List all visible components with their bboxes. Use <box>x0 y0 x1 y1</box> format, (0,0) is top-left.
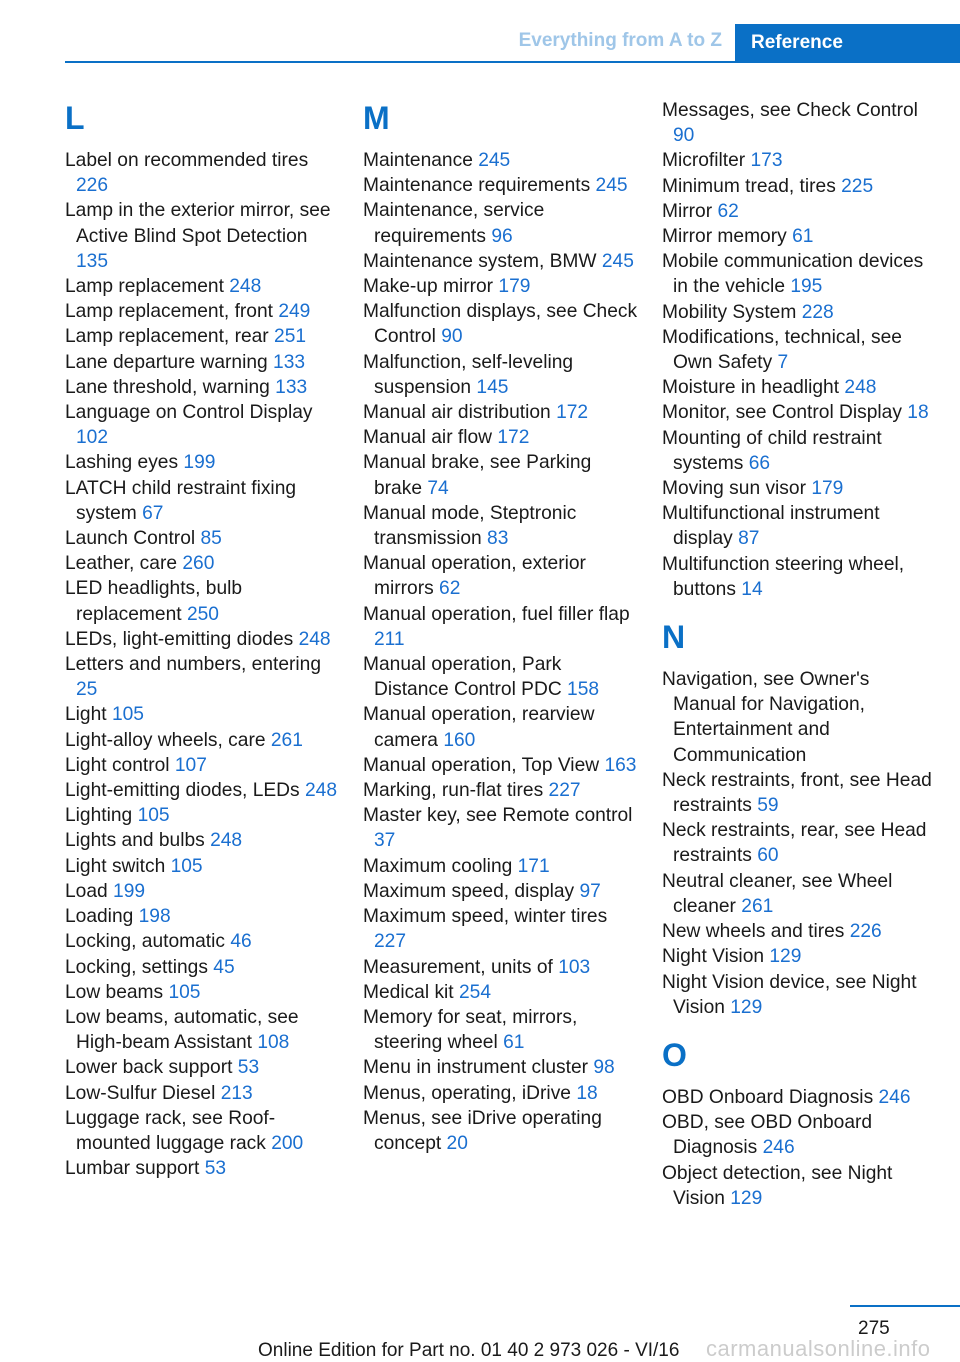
index-entry-text: Maximum speed, display <box>363 880 575 902</box>
index-entry <box>65 1106 340 1156</box>
index-entry-text: Master key, see Remote control <box>363 805 633 827</box>
index-entry <box>65 1055 340 1080</box>
index-entry-text: Loading <box>65 906 134 928</box>
index-page-link[interactable]: 14 <box>741 578 763 600</box>
index-page-link[interactable]: 248 <box>229 276 262 298</box>
index-page-link[interactable]: 172 <box>497 427 530 449</box>
index-page-link[interactable]: 97 <box>579 880 601 902</box>
index-page-link[interactable]: 163 <box>604 754 637 776</box>
index-page-link[interactable]: 53 <box>237 1057 260 1079</box>
index-entry-text: Minimum tread, tires <box>662 175 836 197</box>
index-entry-text: Lamp in the exterior mirror, see Active Blind Spot Detection <box>65 200 331 247</box>
index-entry-text: Lower back support <box>65 1057 233 1079</box>
index-page-link[interactable]: 248 <box>844 377 877 399</box>
index-page-link[interactable]: 67 <box>142 502 164 524</box>
index-page-link[interactable]: 226 <box>76 175 109 197</box>
index-page-link[interactable]: 260 <box>182 553 215 575</box>
index-page-link[interactable]: 62 <box>439 578 461 600</box>
index-entry <box>363 274 638 299</box>
index-entry <box>363 501 638 551</box>
index-entry <box>65 854 340 879</box>
index-entry-text: Label on recommended tires <box>65 150 309 171</box>
index-entry-text: Lighting <box>65 805 133 827</box>
index-entry-text: Letters and numbers, entering <box>65 654 321 676</box>
index-page-link[interactable]: 248 <box>304 780 337 802</box>
header-section-title: Everything from A to Z <box>518 30 722 51</box>
index-entry-text: Mirror <box>662 200 713 222</box>
edition-note: Online Edition for Part no. 01 40 2 973 026 - VI/16 <box>258 1340 680 1361</box>
index-entry <box>65 400 340 450</box>
index-page-link[interactable]: 90 <box>441 326 463 348</box>
index-entry <box>65 324 340 349</box>
index-entry <box>65 955 340 980</box>
index-entry-text: Light-emitting diodes, LEDs <box>65 780 300 802</box>
index-page-link[interactable]: 107 <box>174 754 207 776</box>
index-page-link[interactable]: 105 <box>170 855 203 877</box>
index-entry-text: Multifunctional instrument display <box>662 503 880 550</box>
index-entry-text: Lamp replacement <box>65 276 224 298</box>
index-entry-text: Manual operation, rearview camera <box>363 704 595 751</box>
index-page-link[interactable]: 213 <box>220 1082 253 1104</box>
index-page-link[interactable]: 105 <box>137 805 170 827</box>
index-entry-text: Manual mode, Steptronic transmission <box>363 502 577 550</box>
index-entry-text: Maximum speed, winter tires <box>363 906 608 928</box>
index-entry <box>662 1085 937 1110</box>
index-entry-text: Memory for seat, mirrors, steering wheel <box>363 1006 578 1054</box>
index-page-link[interactable]: 25 <box>76 679 98 701</box>
index-entry <box>65 526 340 551</box>
index-entry <box>363 879 638 904</box>
page-number: 275 <box>858 1318 890 1339</box>
index-entry <box>363 249 638 274</box>
page-header <box>0 0 960 62</box>
index-page-link[interactable]: 66 <box>748 452 771 474</box>
index-entry <box>363 803 638 853</box>
header-reference-tab[interactable]: Reference <box>735 24 960 62</box>
index-entry-text: Lights and bulbs <box>65 830 205 852</box>
index-entry-text: Maintenance, service requirements <box>363 200 545 247</box>
index-entry <box>662 1161 937 1211</box>
index-page-link[interactable]: 103 <box>558 956 591 978</box>
index-entry-text: Mobile communication devices in the vehicle <box>662 251 924 298</box>
index-page-link[interactable]: 129 <box>769 946 802 968</box>
index-entry <box>65 1005 340 1055</box>
index-entry <box>65 350 340 375</box>
index-column-1 <box>65 98 340 1181</box>
index-letter-heading: N <box>662 619 686 656</box>
index-entry-text: Luggage rack, see Roof-mounted luggage rack <box>65 1107 276 1154</box>
index-entry-text: Lamp replacement, front <box>65 301 273 323</box>
index-entry <box>363 400 638 425</box>
index-page-link[interactable]: 248 <box>298 628 331 650</box>
index-entry <box>662 768 937 818</box>
index-entry-text: Low beams, automatic, see High-beam Assistant <box>65 1006 299 1054</box>
index-entry <box>662 249 937 299</box>
index-entry-text: Light control <box>65 754 170 776</box>
index-page-link[interactable]: 160 <box>443 729 476 751</box>
index-page-link[interactable]: 87 <box>738 528 760 550</box>
index-entry-text: Low-Sulfur Diesel <box>65 1082 216 1104</box>
index-page-link[interactable]: 246 <box>762 1137 795 1159</box>
index-entry <box>662 148 937 173</box>
index-entry <box>363 702 638 752</box>
index-entry-text: New wheels and tires <box>662 921 845 943</box>
index-entry <box>65 576 340 626</box>
index-entry <box>363 450 638 500</box>
index-column-3 <box>662 98 937 1211</box>
index-entry <box>662 224 937 249</box>
index-entry-text: Low beams <box>65 981 164 1003</box>
index-page-link[interactable]: 245 <box>478 150 511 171</box>
index-page-link[interactable]: 105 <box>168 981 201 1003</box>
index-entry <box>65 299 340 324</box>
index-entry-text: Locking, settings <box>65 956 208 978</box>
index-entry <box>662 375 937 400</box>
index-entry <box>65 828 340 853</box>
index-page-link[interactable]: 226 <box>849 921 882 943</box>
index-entry-text: Load <box>65 880 108 902</box>
index-entry <box>65 274 340 299</box>
index-entry-text: Lane departure warning <box>65 351 268 373</box>
index-entry-text: Make-up mirror <box>363 276 494 298</box>
index-page-link[interactable]: 105 <box>111 704 144 726</box>
index-entry-text: Malfunction displays, see Check Control <box>363 301 638 348</box>
index-entry <box>65 879 340 904</box>
index-entry <box>65 1156 340 1181</box>
index-entry <box>65 627 340 652</box>
index-page-link[interactable]: 60 <box>757 845 779 867</box>
index-page-link[interactable]: 96 <box>491 225 513 247</box>
index-entry-text: LED headlights, bulb replacement <box>65 578 243 625</box>
index-entry-text: Manual air distribution <box>363 402 551 424</box>
index-entry-text: Light-alloy wheels, care <box>65 729 266 751</box>
index-page-link[interactable]: 83 <box>487 528 509 550</box>
index-entry-text: Mounting of child restraint systems <box>662 427 882 474</box>
index-entry <box>363 602 638 652</box>
index-letter-heading: L <box>65 100 85 136</box>
index-entry-text: Mirror memory <box>662 226 787 248</box>
watermark: carmanualsonline.info <box>706 1336 931 1361</box>
index-entry <box>363 980 638 1005</box>
index-entry <box>662 818 937 868</box>
index-page-link[interactable]: 198 <box>138 906 171 928</box>
index-page-link[interactable]: 129 <box>730 996 763 1018</box>
index-page-link[interactable]: 200 <box>271 1132 304 1154</box>
index-entry <box>363 350 638 400</box>
index-entry <box>662 501 937 551</box>
index-entry-text: Light <box>65 704 107 726</box>
index-entry-text: Night Vision <box>662 946 765 968</box>
index-entry <box>65 652 340 702</box>
index-entry <box>65 904 340 929</box>
index-page-link[interactable]: 61 <box>792 226 814 248</box>
index-entry <box>363 198 638 248</box>
index-entry <box>65 551 340 576</box>
index-entry-text: Neck restraints, rear, see Head restraints <box>662 820 927 867</box>
index-entry <box>363 904 638 954</box>
index-entry <box>662 98 937 148</box>
index-entry-text: Maintenance requirements <box>363 175 591 197</box>
index-entry <box>662 1110 937 1160</box>
index-entry <box>662 944 937 969</box>
index-page-link[interactable]: 62 <box>717 200 739 222</box>
index-page-link[interactable]: 249 <box>278 301 311 323</box>
index-page-link[interactable]: 7 <box>777 352 789 374</box>
index-page-link[interactable]: 225 <box>841 175 874 197</box>
index-page-link[interactable]: 98 <box>593 1057 615 1079</box>
index-entry-text: Manual operation, fuel filler flap <box>363 603 630 625</box>
index-page-link[interactable]: 85 <box>200 528 222 550</box>
index-entry <box>65 198 340 274</box>
index-page-link[interactable]: 261 <box>270 729 303 751</box>
index-page-link[interactable]: 246 <box>878 1086 911 1108</box>
index-entry <box>662 970 937 1020</box>
index-page-link[interactable]: 135 <box>76 250 109 272</box>
index-entry <box>363 1055 638 1080</box>
index-entry-text: Leather, care <box>65 553 178 575</box>
index-entry-text: Microfilter <box>662 150 746 172</box>
index-page-link[interactable]: 261 <box>741 895 774 917</box>
index-entry <box>662 667 937 768</box>
index-entry <box>662 476 937 501</box>
index-entry-text: Manual air flow <box>363 427 493 449</box>
index-entry <box>363 173 638 198</box>
index-entry <box>363 753 638 778</box>
index-entry <box>363 854 638 879</box>
index-entry <box>363 652 638 702</box>
index-page-link[interactable]: 179 <box>811 478 844 500</box>
index-entry-text: Messages, see Check Control <box>662 100 918 121</box>
index-entry-text: Measurement, units of <box>363 956 553 978</box>
index-entry <box>662 919 937 944</box>
index-entry-text: Maximum cooling <box>363 855 513 877</box>
index-entry <box>65 148 340 198</box>
index-entry <box>65 753 340 778</box>
index-page-link[interactable]: 250 <box>186 603 219 625</box>
index-entry-text: LATCH child restraint fixing system <box>65 477 297 524</box>
index-entry <box>363 299 638 349</box>
index-entry-text: OBD Onboard Diagnosis <box>662 1086 874 1108</box>
index-entry <box>65 778 340 803</box>
index-entry-text: Menus, see iDrive operating concept <box>363 1107 602 1154</box>
index-entry <box>363 1081 638 1106</box>
index-page-link[interactable]: 61 <box>503 1032 525 1054</box>
index-entry <box>65 980 340 1005</box>
index-entry-text: Malfunction, self-leveling suspension <box>363 351 574 398</box>
index-entry-text: Neutral cleaner, see Wheel cleaner <box>662 870 893 917</box>
index-entry <box>363 1005 638 1055</box>
index-entry <box>662 400 937 425</box>
index-entry <box>363 778 638 803</box>
index-page-link[interactable]: 199 <box>113 880 146 902</box>
index-page-link[interactable]: 248 <box>210 830 243 852</box>
index-entry-text: Neck restraints, front, see Head restraints <box>662 769 932 817</box>
index-page-link[interactable]: 59 <box>757 795 779 817</box>
index-entry-text: Moving sun visor <box>662 478 806 500</box>
index-entry-text: Manual operation, Top View <box>363 754 600 776</box>
index-entry <box>65 728 340 753</box>
index-entry-text: Language on Control Display <box>65 402 313 424</box>
index-page-link[interactable]: 245 <box>595 175 628 197</box>
index-entry-text: Menu in instrument cluster <box>363 1057 589 1079</box>
index-page-link[interactable]: 245 <box>601 250 634 272</box>
index-page-link[interactable]: 227 <box>548 780 581 802</box>
index-page-link[interactable]: 228 <box>801 301 834 323</box>
index-entry <box>363 1106 638 1156</box>
index-entry <box>363 148 638 173</box>
index-page-link[interactable]: 46 <box>230 931 252 953</box>
index-page-link[interactable]: 74 <box>427 477 449 499</box>
index-page-link[interactable]: 53 <box>204 1158 227 1180</box>
index-entry-text: Medical kit <box>363 981 454 1003</box>
index-page-link[interactable]: 133 <box>275 376 308 398</box>
index-entry-text: Lumbar support <box>65 1158 200 1180</box>
index-entry-text: Maintenance <box>363 150 473 171</box>
index-page-link[interactable]: 199 <box>183 452 216 474</box>
index-page-link[interactable]: 45 <box>213 956 235 978</box>
index-page-link[interactable]: 102 <box>76 427 109 449</box>
index-entry-text: Manual operation, Park Distance Control PDC <box>363 654 562 701</box>
index-entry-text: Lamp replacement, rear <box>65 326 269 348</box>
index-entry <box>662 300 937 325</box>
index-entry-text: Maintenance system, BMW <box>363 250 597 272</box>
index-entry-text: Multifunction steering wheel, buttons <box>662 553 905 600</box>
index-page-link[interactable]: 251 <box>274 326 307 348</box>
index-entry-text: Monitor, see Control Display <box>662 402 902 424</box>
index-entry-text: Manual operation, exterior mirrors <box>363 553 586 600</box>
index-entry <box>662 869 937 919</box>
index-entry <box>662 325 937 375</box>
index-entry-text: Manual brake, see Parking brake <box>363 452 592 499</box>
index-column-2 <box>363 98 638 1156</box>
index-entry-text: Modifications, technical, see Own Safety <box>662 326 902 374</box>
index-letter-heading: O <box>662 1036 687 1073</box>
index-entry <box>65 929 340 954</box>
index-entry-text: Light switch <box>65 855 166 877</box>
footer-rule <box>850 1305 960 1307</box>
index-page-link[interactable]: 171 <box>517 855 550 877</box>
index-page-link[interactable]: 90 <box>673 125 695 147</box>
index-entry <box>363 955 638 980</box>
index-entry-text: LEDs, light-emitting diodes <box>65 628 294 650</box>
index-page-link[interactable]: 172 <box>556 402 589 424</box>
index-entry-text: Menus, operating, iDrive <box>363 1082 571 1104</box>
index-page-link[interactable]: 254 <box>458 981 491 1003</box>
index-entry <box>662 426 937 476</box>
index-page-link[interactable]: 108 <box>257 1032 290 1054</box>
index-entry-text: Launch Control <box>65 528 196 550</box>
index-entry <box>662 199 937 224</box>
index-entry-text: Navigation, see Owner's Manual for Navigation, Entertainment and Communication <box>662 669 870 766</box>
index-entry-text: Object detection, see Night Vision <box>662 1162 893 1209</box>
index-entry-text: Mobility System <box>662 301 797 323</box>
header-rule <box>65 61 960 63</box>
index-entry <box>662 552 937 602</box>
index-entry-text: Locking, automatic <box>65 931 225 953</box>
index-page-link[interactable]: 179 <box>498 276 531 298</box>
index-page-link[interactable]: 18 <box>576 1082 598 1104</box>
index-entry <box>363 551 638 601</box>
index-entry <box>65 476 340 526</box>
index-entry <box>65 1081 340 1106</box>
index-page-link[interactable]: 211 <box>374 628 405 650</box>
index-entry-text: Lane threshold, warning <box>65 376 270 398</box>
index-page-link[interactable]: 37 <box>374 830 396 852</box>
index-entry-text: Night Vision device, see Night Vision <box>662 971 917 1018</box>
index-entry <box>65 450 340 475</box>
index-page-link[interactable]: 145 <box>476 376 509 398</box>
index-page-link[interactable]: 129 <box>730 1187 763 1209</box>
index-entry-text: Marking, run-flat tires <box>363 780 544 802</box>
index-entry <box>662 174 937 199</box>
index-page-link[interactable]: 195 <box>790 276 823 298</box>
index-page-link[interactable]: 173 <box>750 150 783 172</box>
index-page-link[interactable]: 158 <box>567 679 600 701</box>
index-entry <box>65 702 340 727</box>
index-entry-text: OBD, see OBD Onboard Diagnosis <box>662 1112 873 1159</box>
index-page-link[interactable]: 20 <box>446 1132 468 1154</box>
index-entry <box>65 803 340 828</box>
index-page-link[interactable]: 18 <box>907 402 929 424</box>
index-letter-heading: M <box>363 100 390 136</box>
index-entry <box>65 375 340 400</box>
index-page-link[interactable]: 227 <box>374 931 407 953</box>
index-entry-text: Moisture in headlight <box>662 377 840 399</box>
index-entry <box>363 425 638 450</box>
index-entry-text: Lashing eyes <box>65 452 179 474</box>
index-page-link[interactable]: 133 <box>273 351 306 373</box>
